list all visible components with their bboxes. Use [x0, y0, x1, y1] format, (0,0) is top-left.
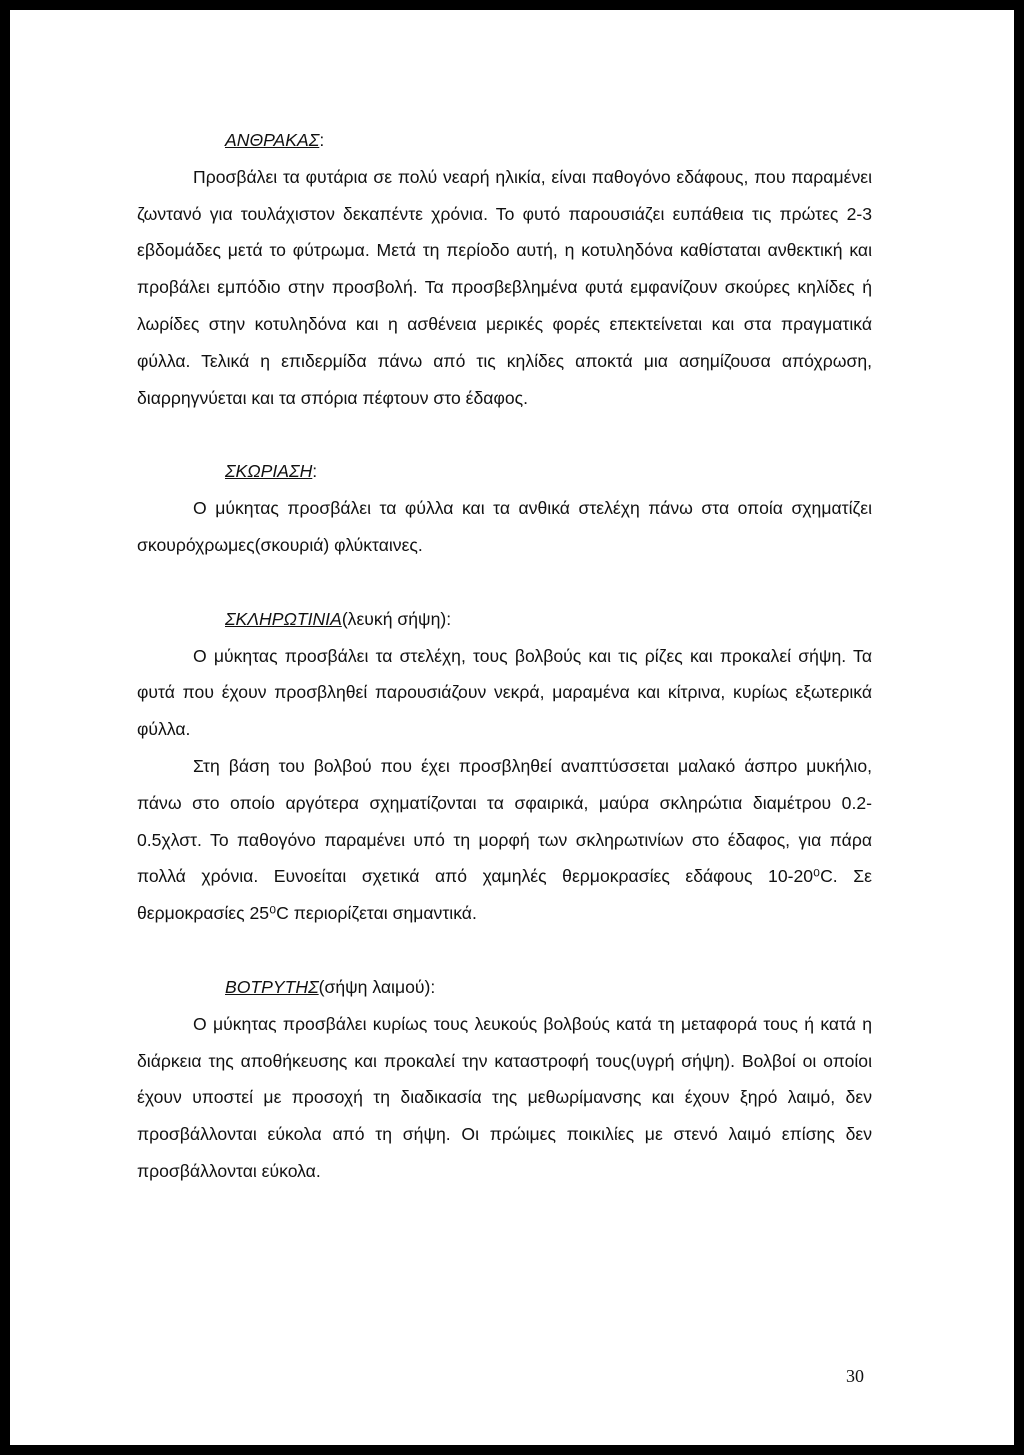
paragraph: Στη βάση του βολβού που έχει προσβληθεί αναπτύσσεται μαλακό άσπρο μυκήλιο, πάνω στο οποίο αργότερα σχηματίζονται τα σφαιρικά, μαύρα σκληρώτια διαμέτρου 0.2-0.5χλστ. Το παθογόνο παραμένει υπό τη μορφή των σκληρωτινίων στο έδαφος, για πάρα πολλά χρόνια. Ευνοείται σχετικά από χαμηλές θερμοκρασίες εδάφους 10-20⁰C. Σε θερμοκρασίες 25⁰C περιορίζεται σημαντικά.: [137, 755, 872, 924]
paragraph: Προσβάλει τα φυτάρια σε πολύ νεαρή ηλικία, είναι παθογόνο εδάφους, που παραμένει ζωντανό για τουλάχιστον δεκαπέντε χρόνια. Το φυτό παρουσιάζει ευπάθεια τις πρώτες 2-3 εβδομάδες μετά το φύτρωμα. Μετά τη περίοδο αυτή, η κοτυληδόνα καθίσταται ανθεκτική και προβάλει εμπόδιο στην προσβολή. Τα προσβεβλημένα φυτά εμφανίζουν σκούρες κηλίδες ή λωρίδες στην κοτυληδόνα και η ασθένεια μερικές φορές επεκτείνεται και στα πραγματικά φύλλα. Τελικά η επιδερμίδα πάνω από τις κηλίδες αποκτά μια ασημίζουσα απόχρωση, διαρρηγνύεται και τα σπόρια πέφτουν στο έδαφος.: [137, 166, 872, 408]
section-heading: [137, 969, 872, 1006]
paragraph: Ο μύκητας προσβάλει τα στελέχη, τους βολβούς και τις ρίζες και προκαλεί σήψη. Τα φυτά που έχουν προσβληθεί παρουσιάζουν νεκρά, μαραμένα και κίτρινα, κυρίως εξωτερικά φύλλα.: [137, 645, 872, 740]
section-heading: [137, 601, 872, 638]
page-number: 30: [846, 1366, 864, 1386]
document-body: [137, 122, 872, 1190]
section-title-suffix: (λευκή σήψη):: [341, 608, 452, 629]
section-heading: [137, 453, 872, 490]
section-heading: [137, 122, 872, 159]
paragraph: Ο μύκητας προσβάλει τα φύλλα και τα ανθικά στελέχη πάνω στα οποία σχηματίζει σκουρόχρωμες(σκουριά) φλύκταινες.: [137, 498, 872, 555]
section-skoriasi: [137, 453, 872, 563]
section-sklirotinia: [137, 601, 872, 932]
section-botrytis: [137, 969, 872, 1190]
section-title: ΣΚΩΡΙΑΣΗ: [225, 461, 313, 482]
section-title: ΑΝΘΡΑΚΑΣ: [225, 130, 320, 150]
section-title: ΒΟΤΡΥΤΗΣ: [225, 976, 319, 997]
section-title: ΣΚΛΗΡΩΤΙΝΙΑ: [225, 608, 342, 629]
section-title-suffix: (σήψη λαιμού):: [318, 976, 436, 997]
section-title-suffix: :: [319, 130, 325, 150]
section-anthrakas: [137, 122, 872, 416]
section-title-suffix: :: [312, 461, 318, 482]
paragraph: Ο μύκητας προσβάλει κυρίως τους λευκούς βολβούς κατά τη μεταφορά τους ή κατά η διάρκεια της αποθήκευσης και προκαλεί την καταστροφή τους(υγρή σήψη). Βολβοί οι οποίοι έχουν υποστεί με προσοχή τη διαδικασία της μεθωρίμανσης και έχουν ξηρό λαιμό, δεν προσβάλλονται εύκολα από τη σήψη. Οι πρώιμες ποικιλίες με στενό λαιμό επίσης δεν προσβάλλονται εύκολα.: [137, 1013, 872, 1181]
